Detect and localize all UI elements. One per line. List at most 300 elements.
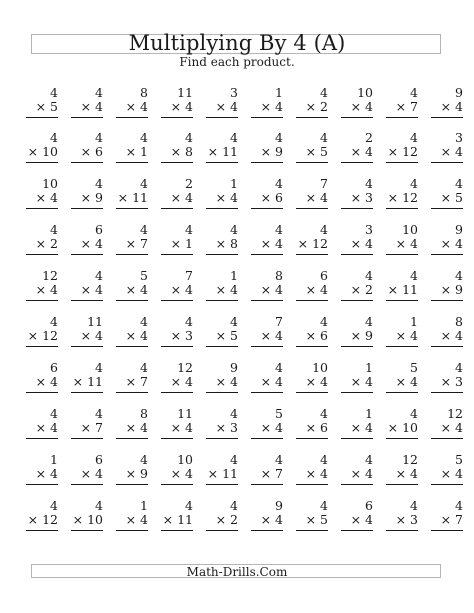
problem-multiplier: × 2 <box>35 236 58 251</box>
problem-multiplicand: 4 <box>185 498 193 513</box>
problem-multiplicand: 4 <box>275 452 283 467</box>
problem-multiplicand: 11 <box>177 85 193 100</box>
problem-multiplier: × 4 <box>395 466 418 481</box>
problem-multiplier: × 9 <box>440 282 463 297</box>
problem-multiplicand: 10 <box>402 222 418 237</box>
problem <box>161 86 193 118</box>
problem-multiplicand: 4 <box>275 130 283 145</box>
problem-multiplier: × 11 <box>117 190 148 205</box>
problem-multiplicand: 4 <box>230 222 238 237</box>
problem-multiplicand: 12 <box>447 406 463 421</box>
problem <box>26 361 58 393</box>
problem-multiplicand: 7 <box>185 268 193 283</box>
problem-multiplier: × 9 <box>260 144 283 159</box>
problem-multiplicand: 4 <box>140 314 148 329</box>
problem <box>251 407 283 439</box>
problem <box>116 407 148 439</box>
problem <box>386 361 418 393</box>
problem-multiplicand: 9 <box>230 360 238 375</box>
problem <box>386 453 418 485</box>
answer-line <box>341 117 373 118</box>
problem-multiplier: × 7 <box>125 236 148 251</box>
answer-line <box>71 484 103 485</box>
answer-line <box>296 484 328 485</box>
problem-multiplier: × 4 <box>260 512 283 527</box>
problem-multiplier: × 4 <box>395 236 418 251</box>
problem <box>26 453 58 485</box>
problem <box>251 499 283 531</box>
problem <box>161 453 193 485</box>
problem-multiplicand: 12 <box>42 268 58 283</box>
answer-line <box>26 117 58 118</box>
problem-multiplier: × 4 <box>350 236 373 251</box>
problem-multiplier: × 11 <box>72 374 103 389</box>
problem <box>206 177 238 209</box>
problem-multiplicand: 4 <box>230 452 238 467</box>
problem-multiplier: × 4 <box>215 190 238 205</box>
problem-multiplier: × 12 <box>27 328 58 343</box>
problem-multiplicand: 4 <box>230 130 238 145</box>
problem <box>296 499 328 531</box>
problem-multiplicand: 4 <box>365 268 373 283</box>
problem-multiplier: × 4 <box>80 466 103 481</box>
problem-multiplier: × 8 <box>215 236 238 251</box>
problem-multiplicand: 8 <box>140 85 148 100</box>
problem <box>431 315 463 347</box>
problem-multiplicand: 9 <box>275 498 283 513</box>
problem <box>71 361 103 393</box>
problem-multiplier: × 4 <box>305 466 328 481</box>
answer-line <box>116 530 148 531</box>
answer-line <box>296 254 328 255</box>
problem-multiplier: × 5 <box>305 144 328 159</box>
answer-line <box>431 162 463 163</box>
problem-multiplicand: 4 <box>320 130 328 145</box>
answer-line <box>206 530 238 531</box>
answer-line <box>386 208 418 209</box>
problem <box>71 177 103 209</box>
problem-multiplicand: 1 <box>230 268 238 283</box>
problem-multiplier: × 12 <box>297 236 328 251</box>
answer-line <box>71 254 103 255</box>
problem-multiplier: × 4 <box>260 99 283 114</box>
problem <box>386 269 418 301</box>
answer-line <box>26 346 58 347</box>
answer-line <box>251 530 283 531</box>
problem-multiplicand: 6 <box>50 360 58 375</box>
answer-line <box>206 117 238 118</box>
problem-multiplier: × 4 <box>350 99 373 114</box>
problem-multiplier: × 4 <box>305 282 328 297</box>
problem <box>431 223 463 255</box>
problem-multiplier: × 4 <box>35 374 58 389</box>
problem-multiplier: × 1 <box>125 144 148 159</box>
problem-multiplicand: 9 <box>455 85 463 100</box>
problem-multiplicand: 10 <box>312 360 328 375</box>
problem-multiplier: × 4 <box>215 374 238 389</box>
problem-multiplier: × 4 <box>350 144 373 159</box>
problem-multiplicand: 4 <box>320 314 328 329</box>
problem <box>26 223 58 255</box>
answer-line <box>116 117 148 118</box>
problem-multiplicand: 4 <box>95 85 103 100</box>
answer-line <box>431 438 463 439</box>
problem-multiplicand: 4 <box>455 268 463 283</box>
problem-multiplicand: 4 <box>410 130 418 145</box>
problem-multiplicand: 4 <box>410 85 418 100</box>
problem-multiplier: × 3 <box>170 328 193 343</box>
problem <box>341 86 373 118</box>
answer-line <box>71 117 103 118</box>
problem <box>251 131 283 163</box>
problem-multiplier: × 12 <box>387 190 418 205</box>
answer-line <box>296 392 328 393</box>
problem-multiplicand: 1 <box>50 452 58 467</box>
problem <box>341 269 373 301</box>
problem-multiplicand: 6 <box>95 452 103 467</box>
answer-line <box>71 208 103 209</box>
problem <box>206 223 238 255</box>
problem-multiplier: × 10 <box>387 420 418 435</box>
answer-line <box>431 117 463 118</box>
problem <box>296 315 328 347</box>
answer-line <box>161 300 193 301</box>
problem-multiplicand: 4 <box>320 406 328 421</box>
answer-line <box>251 346 283 347</box>
problem-multiplicand: 4 <box>140 176 148 191</box>
answer-line <box>386 530 418 531</box>
answer-line <box>251 254 283 255</box>
answer-line <box>296 162 328 163</box>
problem-multiplicand: 7 <box>320 176 328 191</box>
problem-multiplicand: 12 <box>177 360 193 375</box>
answer-line <box>251 117 283 118</box>
answer-line <box>161 117 193 118</box>
problem <box>296 86 328 118</box>
problem <box>161 407 193 439</box>
problem-multiplicand: 4 <box>185 222 193 237</box>
problem-multiplier: × 10 <box>27 144 58 159</box>
answer-line <box>251 208 283 209</box>
answer-line <box>116 208 148 209</box>
problem <box>26 269 58 301</box>
problem-multiplicand: 3 <box>365 222 373 237</box>
problem-multiplier: × 12 <box>27 512 58 527</box>
answer-line <box>296 117 328 118</box>
answer-line <box>161 208 193 209</box>
problem-multiplier: × 4 <box>350 420 373 435</box>
footer-site: Math-Drills.Com <box>186 565 288 579</box>
problem-multiplier: × 6 <box>305 328 328 343</box>
problem-multiplier: × 4 <box>125 99 148 114</box>
problem-multiplicand: 4 <box>185 130 193 145</box>
problem-multiplicand: 5 <box>410 360 418 375</box>
problem-multiplier: × 4 <box>260 374 283 389</box>
problem <box>116 361 148 393</box>
answer-line <box>26 300 58 301</box>
problem-multiplier: × 4 <box>170 190 193 205</box>
problem <box>296 177 328 209</box>
answer-line <box>71 530 103 531</box>
problem-multiplicand: 10 <box>357 85 373 100</box>
problem-multiplicand: 5 <box>275 406 283 421</box>
problem-multiplier: × 4 <box>125 328 148 343</box>
problem <box>161 499 193 531</box>
answer-line <box>431 208 463 209</box>
answer-line <box>26 392 58 393</box>
problem-multiplier: × 4 <box>215 99 238 114</box>
answer-line <box>296 208 328 209</box>
problem <box>386 407 418 439</box>
problem <box>206 131 238 163</box>
problem-multiplier: × 2 <box>215 512 238 527</box>
problem <box>116 453 148 485</box>
answer-line <box>341 392 373 393</box>
problem-multiplicand: 1 <box>410 314 418 329</box>
problem-multiplicand: 8 <box>140 406 148 421</box>
problem-multiplier: × 4 <box>305 190 328 205</box>
problem-multiplier: × 3 <box>395 512 418 527</box>
problem-multiplicand: 4 <box>140 130 148 145</box>
answer-line <box>206 162 238 163</box>
problem-multiplicand: 2 <box>365 130 373 145</box>
answer-line <box>161 392 193 393</box>
answer-line <box>341 300 373 301</box>
problem <box>71 223 103 255</box>
problem <box>386 223 418 255</box>
problem <box>206 453 238 485</box>
problem-multiplier: × 5 <box>35 99 58 114</box>
problem <box>116 269 148 301</box>
answer-line <box>206 484 238 485</box>
problem <box>161 177 193 209</box>
answer-line <box>386 438 418 439</box>
answer-line <box>341 162 373 163</box>
problem-multiplier: × 4 <box>170 374 193 389</box>
problem-multiplicand: 4 <box>50 130 58 145</box>
answer-line <box>431 346 463 347</box>
problem-multiplicand: 4 <box>455 360 463 375</box>
problem-multiplicand: 1 <box>275 85 283 100</box>
answer-line <box>251 162 283 163</box>
problem <box>251 86 283 118</box>
problem-multiplicand: 4 <box>275 222 283 237</box>
problem-multiplicand: 1 <box>365 360 373 375</box>
problem-multiplier: × 9 <box>350 328 373 343</box>
problem-multiplier: × 7 <box>260 466 283 481</box>
answer-line <box>296 438 328 439</box>
problem <box>71 453 103 485</box>
problem-multiplicand: 4 <box>365 176 373 191</box>
problem-multiplier: × 4 <box>350 512 373 527</box>
answer-line <box>206 208 238 209</box>
problem-multiplier: × 3 <box>440 374 463 389</box>
problem-multiplicand: 4 <box>50 406 58 421</box>
problem <box>386 315 418 347</box>
problem <box>26 407 58 439</box>
problem-multiplier: × 7 <box>395 99 418 114</box>
problem-multiplicand: 4 <box>95 360 103 375</box>
problem <box>116 131 148 163</box>
problem <box>431 453 463 485</box>
problem-multiplier: × 5 <box>215 328 238 343</box>
problem <box>431 86 463 118</box>
problem <box>341 177 373 209</box>
problem-multiplicand: 4 <box>410 406 418 421</box>
problem-multiplier: × 11 <box>387 282 418 297</box>
problem-multiplicand: 5 <box>455 452 463 467</box>
problem <box>116 177 148 209</box>
problem-multiplicand: 11 <box>177 406 193 421</box>
problem <box>26 177 58 209</box>
problem-multiplier: × 12 <box>387 144 418 159</box>
problem-multiplicand: 3 <box>230 85 238 100</box>
answer-line <box>251 300 283 301</box>
problem-multiplier: × 6 <box>80 144 103 159</box>
problem-multiplicand: 8 <box>275 268 283 283</box>
answer-line <box>431 484 463 485</box>
problem <box>251 177 283 209</box>
problem-multiplier: × 11 <box>162 512 193 527</box>
problem <box>251 223 283 255</box>
problem <box>116 499 148 531</box>
problem-multiplicand: 4 <box>50 222 58 237</box>
answer-line <box>71 300 103 301</box>
problem-multiplier: × 3 <box>350 190 373 205</box>
answer-line <box>386 484 418 485</box>
problem-multiplier: × 4 <box>35 420 58 435</box>
problem <box>206 86 238 118</box>
problem-multiplier: × 4 <box>35 466 58 481</box>
problem-multiplicand: 11 <box>87 314 103 329</box>
problem <box>296 361 328 393</box>
problem-multiplier: × 4 <box>305 374 328 389</box>
problem <box>161 361 193 393</box>
problem-multiplicand: 4 <box>365 314 373 329</box>
problem-multiplier: × 2 <box>305 99 328 114</box>
problem-multiplier: × 4 <box>440 144 463 159</box>
problem <box>206 269 238 301</box>
problem-multiplicand: 9 <box>455 222 463 237</box>
problem-multiplier: × 4 <box>260 420 283 435</box>
problem-multiplier: × 4 <box>35 190 58 205</box>
problem <box>341 407 373 439</box>
answer-line <box>341 208 373 209</box>
answer-line <box>26 208 58 209</box>
answer-line <box>431 300 463 301</box>
answer-line <box>26 162 58 163</box>
problem-multiplicand: 6 <box>320 268 328 283</box>
answer-line <box>431 254 463 255</box>
problem-multiplier: × 4 <box>170 420 193 435</box>
answer-line <box>161 438 193 439</box>
problem <box>296 453 328 485</box>
problem-multiplier: × 3 <box>215 420 238 435</box>
problem-multiplier: × 4 <box>260 328 283 343</box>
problem <box>296 131 328 163</box>
problem-multiplicand: 4 <box>95 406 103 421</box>
problem <box>251 453 283 485</box>
problem-multiplicand: 4 <box>50 314 58 329</box>
problem-multiplicand: 4 <box>230 314 238 329</box>
problem <box>431 177 463 209</box>
answer-line <box>116 438 148 439</box>
problem-multiplicand: 4 <box>365 452 373 467</box>
problem-multiplier: × 4 <box>440 99 463 114</box>
problem-multiplier: × 4 <box>440 466 463 481</box>
problem <box>251 315 283 347</box>
problem <box>71 269 103 301</box>
answer-line <box>206 392 238 393</box>
problem-multiplicand: 4 <box>230 498 238 513</box>
problem <box>161 315 193 347</box>
problem-multiplier: × 4 <box>80 328 103 343</box>
answer-line <box>341 438 373 439</box>
problem <box>296 407 328 439</box>
problem-multiplicand: 10 <box>42 176 58 191</box>
problem <box>71 131 103 163</box>
answer-line <box>341 346 373 347</box>
answer-line <box>26 254 58 255</box>
problem-multiplier: × 4 <box>260 282 283 297</box>
answer-line <box>71 162 103 163</box>
problem <box>386 499 418 531</box>
problem-multiplier: × 4 <box>80 282 103 297</box>
problem-multiplicand: 6 <box>365 498 373 513</box>
problem <box>116 315 148 347</box>
problem-multiplier: × 4 <box>35 282 58 297</box>
problem-multiplicand: 4 <box>410 498 418 513</box>
answer-line <box>116 254 148 255</box>
problem <box>206 315 238 347</box>
problem-multiplicand: 7 <box>275 314 283 329</box>
problem-multiplicand: 4 <box>95 130 103 145</box>
problem <box>341 131 373 163</box>
answer-line <box>341 530 373 531</box>
problem <box>26 131 58 163</box>
problem-multiplier: × 2 <box>350 282 373 297</box>
problem-multiplier: × 9 <box>125 466 148 481</box>
problem-multiplicand: 4 <box>140 222 148 237</box>
problem <box>161 269 193 301</box>
answer-line <box>116 346 148 347</box>
answer-line <box>161 530 193 531</box>
problem <box>386 131 418 163</box>
problem <box>251 361 283 393</box>
problem-multiplier: × 4 <box>260 236 283 251</box>
problem <box>431 361 463 393</box>
problem-multiplier: × 4 <box>125 282 148 297</box>
problem-multiplier: × 4 <box>395 328 418 343</box>
answer-line <box>206 300 238 301</box>
answer-line <box>386 162 418 163</box>
problem-multiplier: × 4 <box>170 466 193 481</box>
problem-multiplicand: 4 <box>140 452 148 467</box>
answer-line <box>26 438 58 439</box>
problem-multiplicand: 4 <box>185 314 193 329</box>
answer-line <box>296 346 328 347</box>
answer-line <box>431 530 463 531</box>
problem <box>71 315 103 347</box>
problem-multiplier: × 5 <box>440 190 463 205</box>
answer-line <box>251 438 283 439</box>
answer-line <box>26 530 58 531</box>
problem <box>341 499 373 531</box>
answer-line <box>386 346 418 347</box>
problem-multiplier: × 4 <box>170 99 193 114</box>
problem-multiplier: × 4 <box>440 236 463 251</box>
answer-line <box>116 162 148 163</box>
